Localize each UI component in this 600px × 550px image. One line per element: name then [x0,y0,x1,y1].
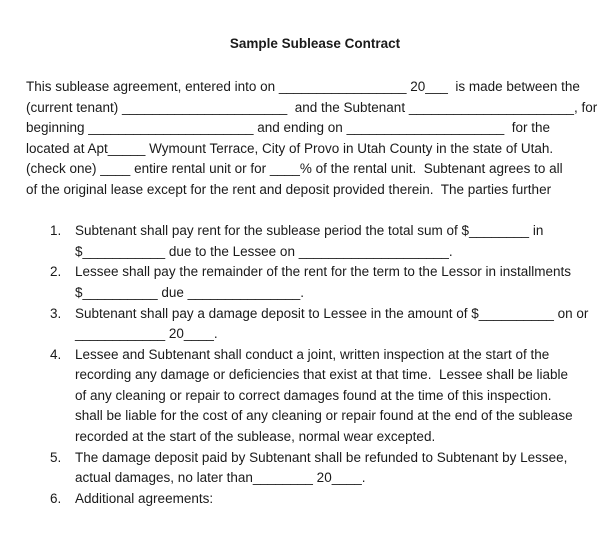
intro-line-4: located at Apt_____ Wymount Terrace, City of Provo in Utah County in the state of Utah. [26,141,554,156]
item-4-line-3: of any cleaning or repair to correct damages found at the time of this inspection. [75,388,552,403]
item-number-6: 6. [50,491,62,506]
item-number-2: 2. [50,264,62,279]
item-3-line-2: ____________ 20____. [75,326,218,341]
item-2-line-1: Lessee shall pay the remainder of the rent for the term to the Lessor in installments [75,264,572,279]
item-4-line-5: recorded at the start of the sublease, normal wear excepted. [75,429,436,444]
intro-line-6: of the original lease except for the rent and deposit provided therein. The parties further [26,182,552,197]
item-4-line-1: Lessee and Subtenant shall conduct a joint, written inspection at the start of the [75,347,550,362]
item-5-line-2: actual damages, no later than________ 20____. [75,470,366,485]
item-number-3: 3. [50,306,62,321]
item-number-1: 1. [50,223,62,238]
item-number-5: 5. [50,450,62,465]
item-2-line-2: $__________ due _______________. [75,285,304,300]
intro-line-5: (check one) ____ entire rental unit or for ____% of the rental unit. Subtenant agrees to all [26,161,563,176]
intro-line-3: beginning ______________________ and ending on _____________________ for the [26,120,551,135]
item-5-line-1: The damage deposit paid by Subtenant shall be refunded to Subtenant by Lessee, [75,450,568,465]
intro-line-1: This sublease agreement, entered into on _________________ 20___ is made between the [26,79,580,94]
item-4-line-2: recording any damage or deficiencies that exist at that time. Lessee shall be liable [75,367,569,382]
item-4-line-4: shall be liable for the cost of any cleaning or repair found at the end of the sublease [75,408,573,423]
item-1-line-2: $___________ due to the Lessee on ____________________. [75,244,453,259]
item-number-4: 4. [50,347,62,362]
item-1-line-1: Subtenant shall pay rent for the sublease period the total sum of $________ in [75,223,544,238]
document-title: Sample Sublease Contract [229,36,401,51]
item-3-line-1: Subtenant shall pay a damage deposit to Lessee in the amount of $__________ on or [75,306,589,321]
intro-line-2: (current tenant) ______________________ and the Subtenant ______________________, for [26,100,598,115]
item-6-line-1: Additional agreements: [75,491,214,506]
